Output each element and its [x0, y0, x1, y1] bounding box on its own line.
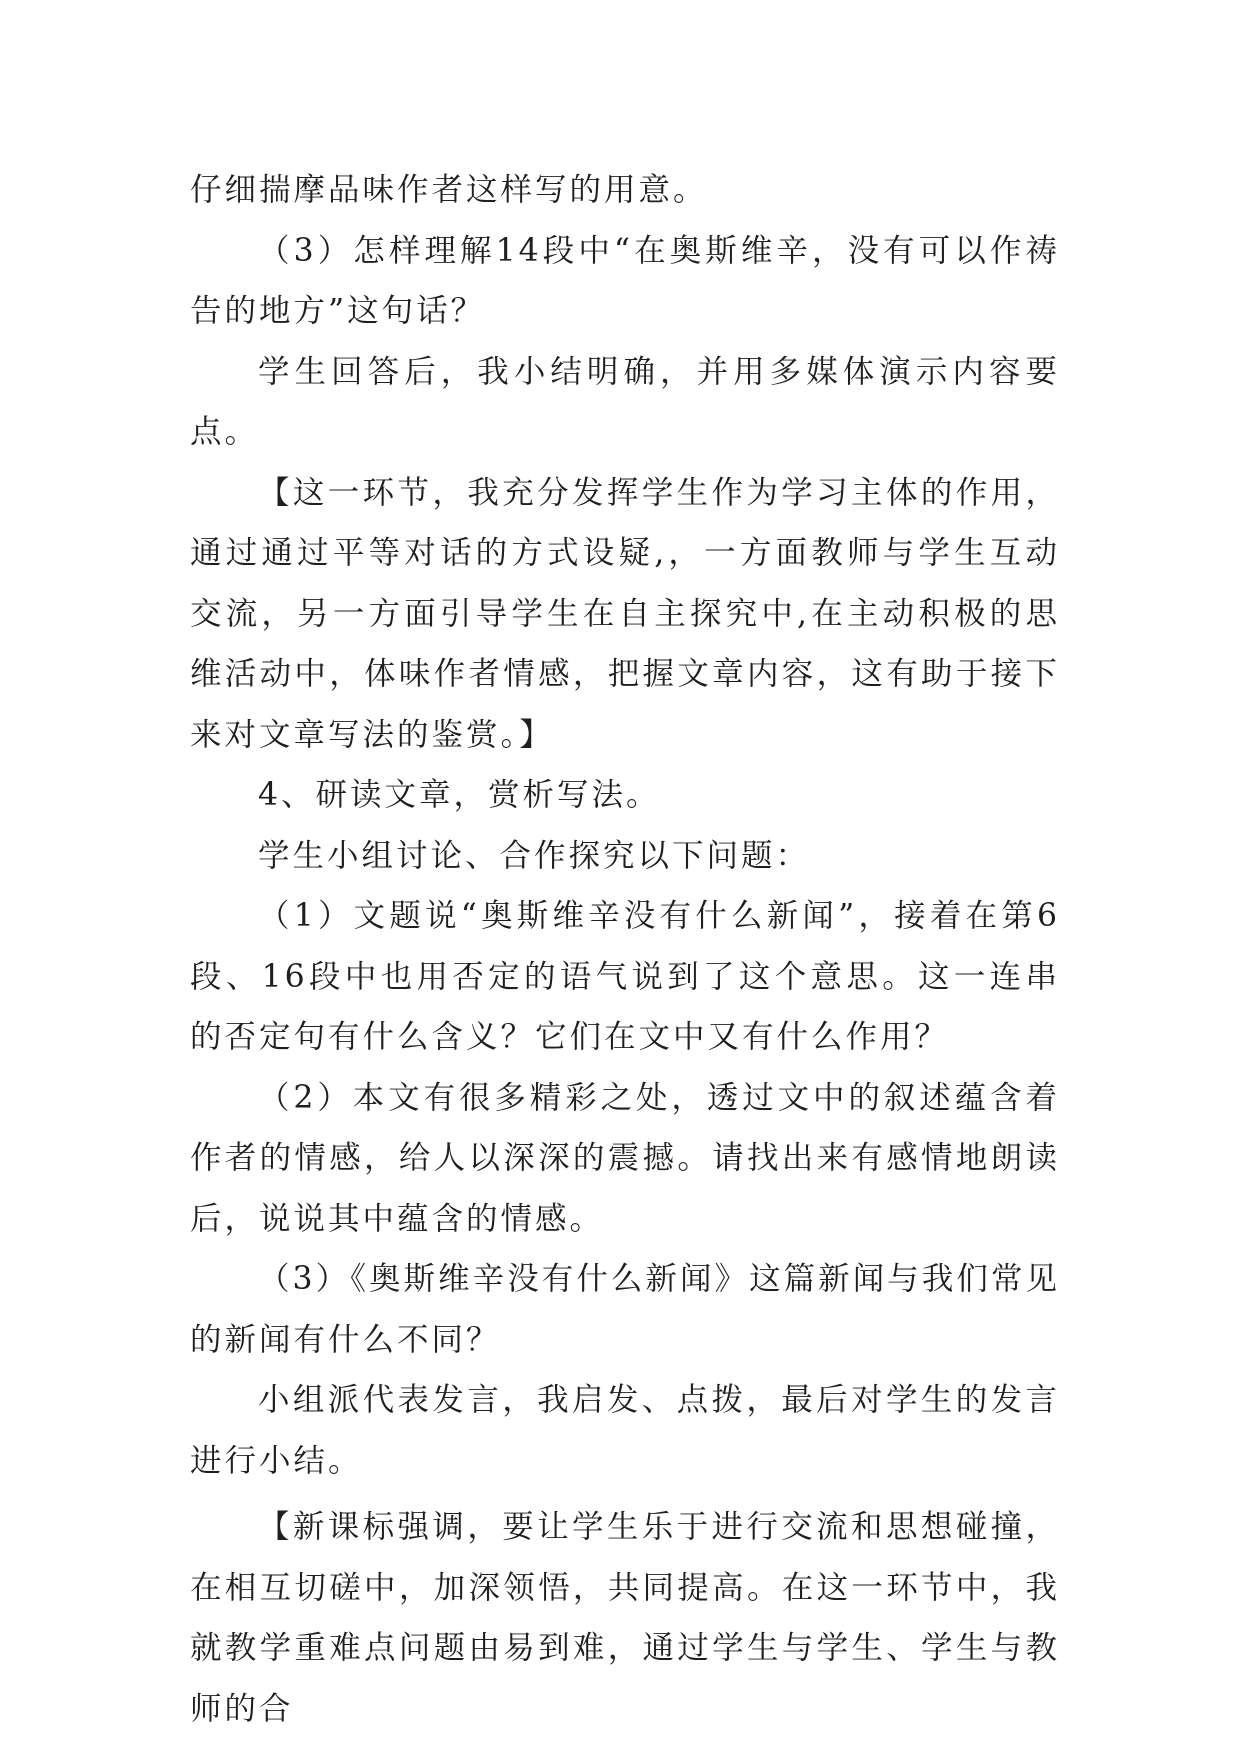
summary-paragraph: 学生回答后，我小结明确，并用多媒体演示内容要点。: [190, 353, 1060, 450]
document-body: [190, 160, 1060, 1739]
commentary-paragraph: 【这一环节，我充分发挥学生作为学习主体的作用，通过通过平等对话的方式设疑,，一方面教师与学生互动交流，另一方面引导学生在自主探究中,在主动积极的思维活动中，体味作者情感，把握文章内容，这有助于接下来对文章写法的鉴赏。】: [190, 474, 1060, 753]
question-2-paragraph: （2）本文有很多精彩之处，透过文中的叙述蕴含着作者的情感，给人以深深的震撼。请找出来有感情地朗读后，说说其中蕴含的情感。: [190, 1079, 1060, 1237]
group-presentation-paragraph: 小组派代表发言，我启发、点拨，最后对学生的发言进行小结。: [190, 1382, 1060, 1479]
question-1-paragraph: （1）文题说“奥斯维辛没有什么新闻”，接着在第6段、16段中也用否定的语气说到了这个意思。这一连串的否定句有什么含义？它们在文中又有什么作用？: [190, 898, 1060, 1055]
question-3-paragraph: （3）怎样理解14段中“在奥斯维辛，没有可以作祷告的地方”这句话？: [190, 232, 1060, 329]
question-3b-paragraph: （3）《奥斯维辛没有什么新闻》这篇新闻与我们常见的新闻有什么不同？: [190, 1261, 1060, 1358]
group-discussion-paragraph: 学生小组讨论、合作探究以下问题：: [258, 837, 811, 874]
section-heading-4: 4、研读文章，赏析写法。: [258, 777, 661, 813]
commentary-paragraph-2: 【新课标强调，要让学生乐于进行交流和思想碰撞，在相互切磋中，加深领悟，共同提高。在这一环节中，我就教学重难点问题由易到难，通过学生与学生、学生与教师的合: [190, 1509, 1060, 1727]
paragraph-continuation: 仔细揣摩品味作者这样写的用意。: [190, 172, 708, 208]
